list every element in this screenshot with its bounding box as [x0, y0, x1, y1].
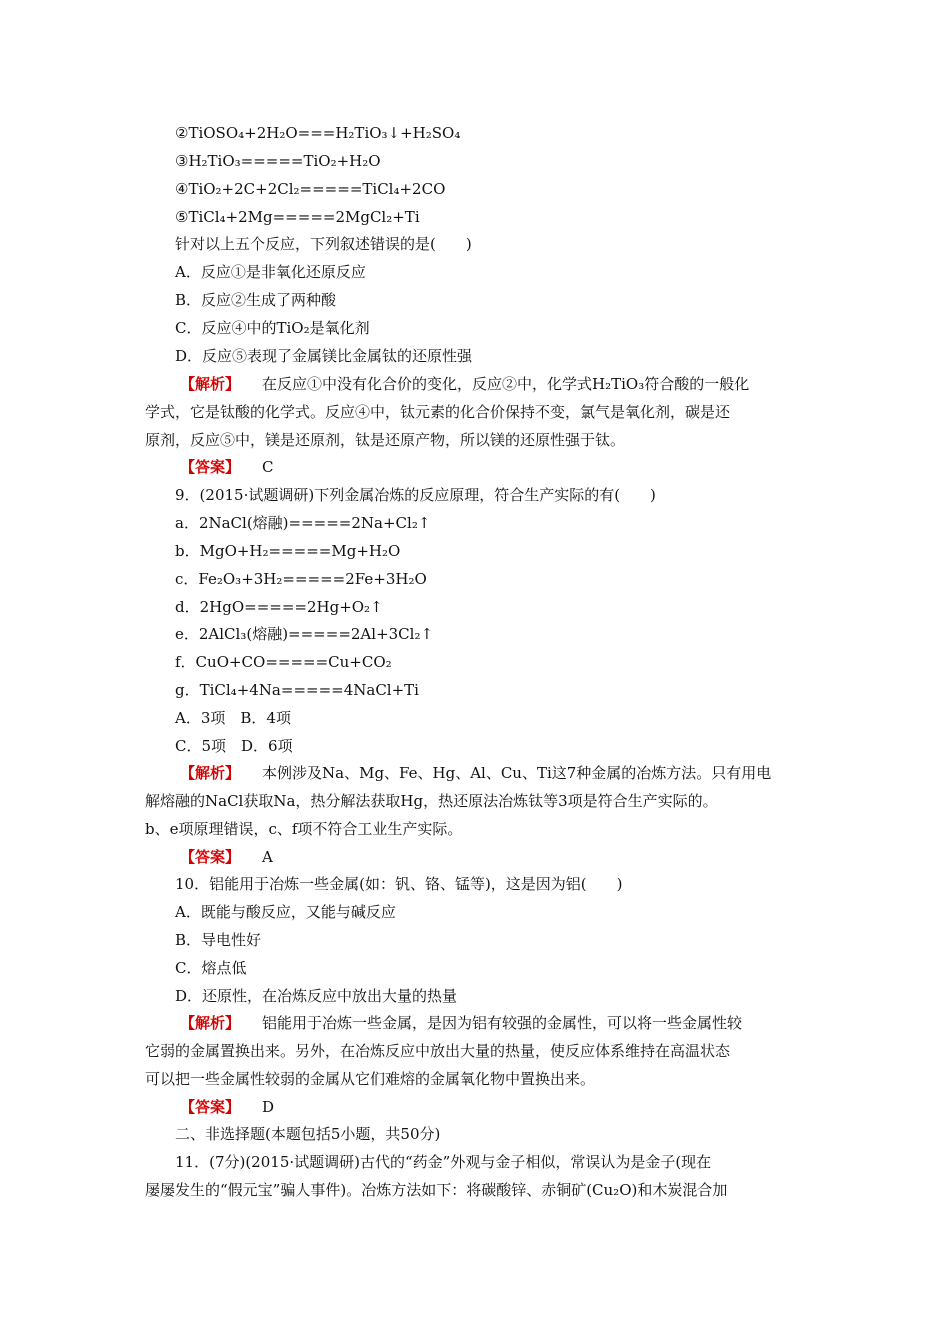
question-11-line-2: 屡屡发生的“假元宝”骗人事件)。冶炼方法如下：将碳酸锌、赤铜矿(Cu₂O)和木炭混合加 — [145, 1181, 728, 1199]
question-10-analysis-line-2: 它弱的金属置换出来。另外，在冶炼反应中放出大量的热量，使反应体系维持在高温状态 — [145, 1042, 731, 1060]
question-10-answer: 【答案】 D — [180, 1098, 275, 1116]
question-8-stem: 针对以上五个反应，下列叙述错误的是( ) — [175, 235, 472, 253]
reaction-2: ②TiOSO₄+2H₂O===H₂TiO₃↓+H₂SO₄ — [175, 124, 461, 142]
question-10-analysis-line-3: 可以把一些金属性较弱的金属从它们难熔的金属氧化物中置换出来。 — [145, 1070, 596, 1088]
question-9-item-f: f．CuO+CO=====Cu+CO₂ — [175, 653, 392, 671]
question-8-answer: 【答案】 C — [180, 458, 274, 476]
question-9-options-cd: C．5项 D．6项 — [175, 737, 293, 755]
question-10-analysis-line-1: 【解析】 铝能用于冶炼一些金属，是因为铝有较强的金属性，可以将一些金属性较 — [180, 1014, 743, 1032]
question-9-analysis-line-2: 解熔融的NaCl获取Na，热分解法获取Hg，热还原法冶炼钛等3项是符合生产实际的。 — [145, 792, 718, 810]
question-9-item-b: b．MgO+H₂=====Mg+H₂O — [175, 542, 401, 560]
question-10-option-b: B．导电性好 — [175, 931, 262, 949]
question-9-item-a: a．2NaCl(熔融)=====2Na+Cl₂↑ — [175, 514, 431, 532]
question-9-answer: 【答案】 A — [180, 848, 273, 866]
question-9-analysis-line-1: 【解析】 本例涉及Na、Mg、Fe、Hg、Al、Cu、Ti这7种金属的冶炼方法。只有用电 — [180, 764, 772, 782]
question-9-item-e: e．2AlCl₃(熔融)=====2Al+3Cl₂↑ — [175, 625, 434, 643]
analysis-tag: 【解析】 — [180, 764, 241, 782]
question-8-option-b: B．反应②生成了两种酸 — [175, 291, 337, 309]
analysis-tag: 【解析】 — [180, 1014, 241, 1032]
question-10-stem: 10．铝能用于冶炼一些金属(如：钒、铬、锰等)，这是因为铝( ) — [175, 875, 623, 893]
question-9-options-ab: A．3项 B．4项 — [175, 709, 291, 727]
question-8-analysis-line-3: 原剂，反应⑤中，镁是还原剂，钛是还原产物，所以镁的还原性强于钛。 — [145, 431, 626, 449]
question-10-option-c: C．熔点低 — [175, 959, 247, 977]
question-10-option-d: D．还原性，在冶炼反应中放出大量的热量 — [175, 987, 458, 1005]
question-8-option-d: D．反应⑤表现了金属镁比金属钛的还原性强 — [175, 347, 473, 365]
question-9-item-d: d．2HgO=====2Hg+O₂↑ — [175, 598, 383, 616]
question-9-stem: 9．(2015·试题调研)下列金属冶炼的反应原理，符合生产实际的有( ) — [175, 486, 656, 504]
question-8-option-c: C．反应④中的TiO₂是氧化剂 — [175, 319, 370, 337]
answer-tag: 【答案】 — [180, 1098, 241, 1116]
question-9-item-g: g．TiCl₄+4Na=====4NaCl+Ti — [175, 681, 419, 699]
question-9-analysis-line-3: b、e项原理错误，c、f项不符合工业生产实际。 — [145, 820, 463, 838]
question-8-option-a: A．反应①是非氧化还原反应 — [175, 263, 366, 281]
question-8-analysis-line-2: 学式，它是钛酸的化学式。反应④中，钛元素的化合价保持不变，氯气是氧化剂，碳是还 — [145, 403, 731, 421]
question-10-option-a: A．既能与酸反应，又能与碱反应 — [175, 903, 396, 921]
answer-tag: 【答案】 — [180, 848, 241, 866]
question-9-item-c: c．Fe₂O₃+3H₂=====2Fe+3H₂O — [175, 570, 427, 588]
answer-tag: 【答案】 — [180, 458, 241, 476]
reaction-5: ⑤TiCl₄+2Mg=====2MgCl₂+Ti — [175, 208, 420, 226]
question-8-analysis-line-1: 【解析】 在反应①中没有化合价的变化，反应②中，化学式H₂TiO₃符合酸的一般化 — [180, 375, 750, 393]
section-2-heading: 二、非选择题(本题包括5小题，共50分) — [175, 1125, 441, 1143]
question-11-line-1: 11．(7分)(2015·试题调研)古代的“药金”外观与金子相似，常误认为是金子(现在 — [175, 1153, 712, 1171]
reaction-4: ④TiO₂+2C+2Cl₂=====TiCl₄+2CO — [175, 180, 446, 198]
reaction-3: ③H₂TiO₃=====TiO₂+H₂O — [175, 152, 381, 170]
analysis-tag: 【解析】 — [180, 375, 241, 393]
